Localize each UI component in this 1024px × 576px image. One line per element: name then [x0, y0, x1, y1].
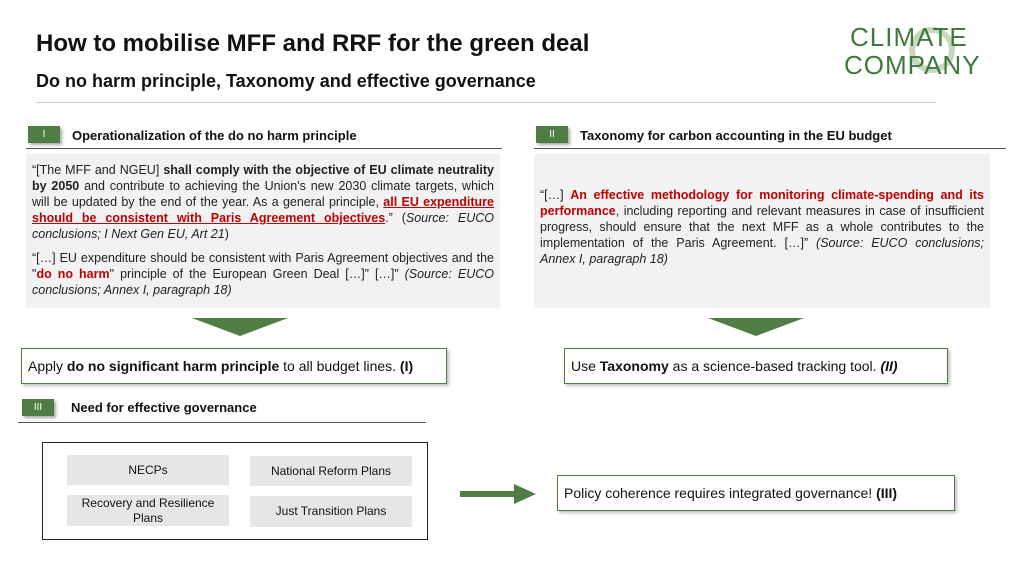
section-rule-1 — [26, 148, 502, 149]
result-1-text: Apply do no significant harm principle to all budget lines. (I) — [28, 358, 414, 374]
right-arrow-icon — [460, 482, 538, 506]
down-arrow-1 — [192, 318, 288, 336]
quote-panel-1 — [26, 154, 500, 308]
result-2-text: Use Taxonomy as a science-based tracking tool. (II) — [571, 358, 898, 374]
gov-item-national-reform-plans: National Reform Plans — [250, 456, 412, 486]
quote-1a: “[The MFF and NGEU] shall comply with the objective of EU climate neutrality by 2050 and contribute to achieving the Union's new 2030 climate targets, which will be updated by the end of the year. As a general principle, all EU expenditure should be consistent with Paris Agreement objectives.” (Source: EUCO conclusions; I Next Gen EU, Art 21) — [32, 163, 495, 241]
gov-item-recovery-resilience-plans: Recovery and Resilience Plans — [67, 495, 229, 526]
section-badge-2: II — [536, 126, 568, 143]
gov-item-just-transition-plans: Just Transition Plans — [250, 496, 412, 527]
page-title: How to mobilise MFF and RRF for the green deal — [36, 30, 590, 57]
result-3-text: Policy coherence requires integrated governance! (III) — [564, 485, 898, 501]
logo-text-line1: CLIMATE — [850, 22, 968, 52]
climate-company-logo — [840, 22, 1000, 82]
section-badge-3: III — [22, 399, 54, 416]
section-rule-3 — [18, 422, 426, 423]
quote-2: “[…] An effective methodology for monitoring climate-spending and its performance, including reporting and relevant measures in case of insufficient progress, should ensure that the next MFF as a whole contributes to the implementation of the Paris Agreement. […]” (Source: EUCO conclusions; Annex I, paragraph 18) — [540, 188, 985, 266]
result-box-1 — [21, 348, 447, 384]
quote-panel-2 — [534, 154, 990, 308]
section-heading-3: Need for effective governance — [71, 400, 257, 415]
section-heading-2: Taxonomy for carbon accounting in the EU budget — [580, 128, 892, 143]
quote-1b: “[…] EU expenditure should be consistent with Paris Agreement objectives and the "do no harm" principle of the European Green Deal […]” […]” (Source: EUCO conclusions; Annex I, paragraph 18) — [32, 251, 494, 297]
section-rule-2 — [534, 148, 1006, 149]
logo-text-line2: COMPANY — [844, 50, 981, 80]
result-box-3 — [557, 475, 955, 511]
down-arrow-2 — [708, 318, 804, 336]
section-heading-1: Operationalization of the do no harm principle — [72, 128, 357, 143]
page-subtitle: Do no harm principle, Taxonomy and effective governance — [36, 71, 536, 91]
gov-item-necps: NECPs — [67, 455, 229, 485]
title-divider — [36, 102, 936, 103]
section-badge-1: I — [28, 126, 60, 143]
result-box-2 — [564, 348, 948, 384]
